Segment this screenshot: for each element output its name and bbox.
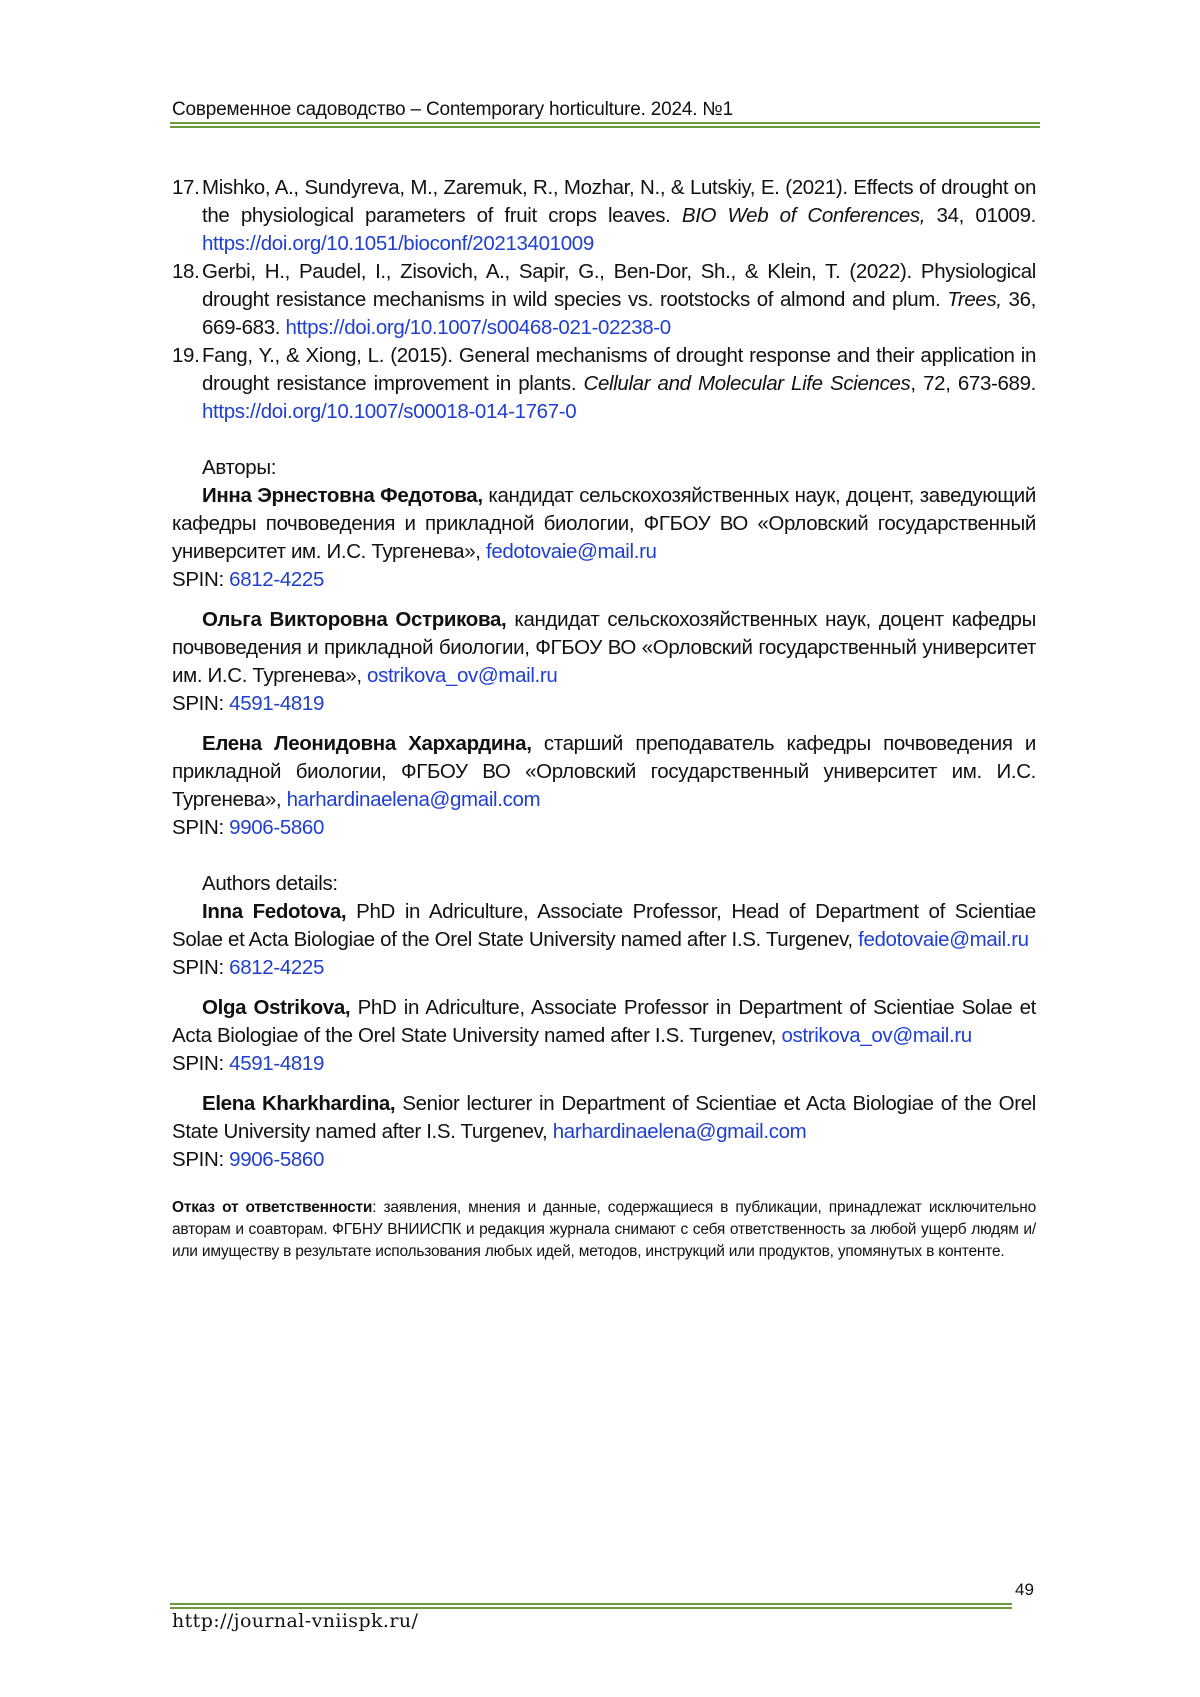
authors-en-label: Authors details: (202, 872, 338, 895)
author-description: PhD in Adriculture, Associate Professor in Department of Scientiae Solae et Acta Biologiae of the Orel State University named after I.S. Turgenev, (172, 996, 1036, 1047)
author-spin (172, 690, 1036, 718)
author-en-2 (172, 994, 1036, 1050)
author-spin (172, 1146, 1036, 1174)
spin-link[interactable]: 9906-5860 (229, 816, 325, 839)
author-email-link[interactable]: harhardinaelena@gmail.com (552, 1120, 807, 1143)
author-name: Inna Fedotova, (202, 900, 347, 923)
footer-rule (170, 1603, 1012, 1609)
spin-label: SPIN: (172, 1148, 230, 1171)
reference-doi-link[interactable]: https://doi.org/10.1007/s00468-021-02238-0 (285, 316, 671, 339)
reference-volume: , 72, 673-689. (910, 372, 1037, 395)
reference-17 (172, 174, 1036, 258)
author-email-link[interactable]: harhardinaelena@gmail.com (286, 788, 541, 811)
author-email-link[interactable]: fedotovaie@mail.ru (485, 540, 657, 563)
spin-link[interactable]: 6812-4225 (229, 568, 325, 591)
author-name: Olga Ostrikova, (202, 996, 351, 1019)
author-name: Elena Kharkhardina, (202, 1092, 396, 1115)
reference-text (202, 258, 1036, 342)
reference-number: 19. (172, 344, 200, 367)
disclaimer-title: Отказ от ответственности (172, 1199, 373, 1216)
main-content (172, 174, 1036, 1186)
spin-label: SPIN: (172, 692, 230, 715)
reference-number: 17. (172, 176, 200, 199)
reference-doi-link[interactable]: https://doi.org/10.1007/s00018-014-1767-0 (202, 400, 577, 423)
disclaimer-text: : заявления, мнения и данные, содержащиеся в публикации, принадлежат исключительно авторам и соавторам. ФГБНУ ВНИИСПК и редакция журнала снимают с себя ответственность за любой ущерб людям и/или имуществу в результате использования любых идей, методов, инструкций или продуктов, упомянутых в контенте. (172, 1199, 1036, 1260)
spin-label: SPIN: (172, 1052, 230, 1075)
reference-19 (172, 342, 1036, 426)
author-description: PhD in Adriculture, Associate Professor, Head of Department of Scientiae Solae et Acta Biologiae of the Orel State University named after I.S. Turgenev, (172, 900, 1036, 951)
author-en-3 (172, 1090, 1036, 1146)
reference-volume: 36, 669-683. (202, 288, 1037, 339)
author-spin (172, 1050, 1036, 1078)
author-name: Ольга Викторовна Острикова, (202, 608, 507, 631)
spin-link[interactable]: 4591-4819 (229, 692, 325, 715)
reference-volume: 34, 01009. (925, 204, 1036, 227)
reference-number: 18. (172, 260, 200, 283)
author-spin (172, 954, 1036, 982)
author-description: кандидат сельскохозяйственных наук, доцент кафедры почвоведения и прикладной биологии, ФГБОУ ВО «Орловский государственный университет им. И.С. Тургенева», (172, 608, 1036, 687)
reference-body: Mishko, A., Sundyreva, M., Zaremuk, R., Mozhar, N., & Lutskiy, E. (2021). Effects of drought on the physiological parameters of fruit crops leaves. (202, 176, 1036, 227)
reference-doi-link[interactable]: https://doi.org/10.1051/bioconf/20213401009 (202, 232, 594, 255)
reference-body: Fang, Y., & Xiong, L. (2015). General mechanisms of drought response and their application in drought resistance improvement in plants. (202, 344, 1036, 395)
disclaimer (172, 1197, 1036, 1263)
author-description: кандидат сельскохозяйственных наук, доцент, заведующий кафедры почвоведения и прикладной биологии, ФГБОУ ВО «Орловский государственный университет им. И.С. Тургенева», (172, 484, 1036, 563)
author-spin (172, 814, 1036, 842)
author-name: Елена Леонидовна Хархардина, (202, 732, 532, 755)
author-ru-3 (172, 730, 1036, 814)
reference-journal: Cellular and Molecular Life Sciences (583, 372, 911, 395)
spin-label: SPIN: (172, 956, 230, 979)
author-en-1 (172, 898, 1036, 954)
spin-link[interactable]: 4591-4819 (229, 1052, 325, 1075)
spin-link[interactable]: 6812-4225 (229, 956, 325, 979)
reference-text (202, 174, 1036, 258)
author-email-link[interactable]: fedotovaie@mail.ru (858, 928, 1029, 951)
author-email-link[interactable]: ostrikova_ov@mail.ru (367, 664, 558, 687)
reference-18 (172, 258, 1036, 342)
spin-label: SPIN: (172, 568, 230, 591)
author-name: Инна Эрнестовна Федотова, (202, 484, 483, 507)
running-header: Современное садоводство – Contemporary horticulture. 2024. №1 (172, 99, 733, 120)
author-ru-1 (172, 482, 1036, 566)
author-description: Senior lecturer in Department of Scientiae et Acta Biologiae of the Orel State University named after I.S. Turgenev, (172, 1092, 1036, 1143)
reference-journal: Trees, (947, 288, 1002, 311)
author-description: старший преподаватель кафедры почвоведения и прикладной биологии, ФГБОУ ВО «Орловский государственный университет им. И.С. Тургенева», (172, 732, 1036, 811)
author-spin (172, 566, 1036, 594)
page-number: 49 (1015, 1580, 1034, 1599)
spin-label: SPIN: (172, 816, 230, 839)
footer-url[interactable]: http://journal-vniispk.ru/ (172, 1610, 419, 1632)
header-rule (170, 122, 1040, 128)
authors-ru-label: Авторы: (202, 456, 277, 479)
reference-text (202, 342, 1036, 426)
author-ru-2 (172, 606, 1036, 690)
author-email-link[interactable]: ostrikova_ov@mail.ru (781, 1024, 972, 1047)
spin-link[interactable]: 9906-5860 (229, 1148, 325, 1171)
reference-journal: BIO Web of Conferences, (681, 204, 926, 227)
reference-body: Gerbi, H., Paudel, I., Zisovich, A., Sapir, G., Ben-Dor, Sh., & Klein, T. (2022). Physiological drought resistance mechanisms in wild species vs. rootstocks of almond and plum. (202, 260, 1036, 311)
